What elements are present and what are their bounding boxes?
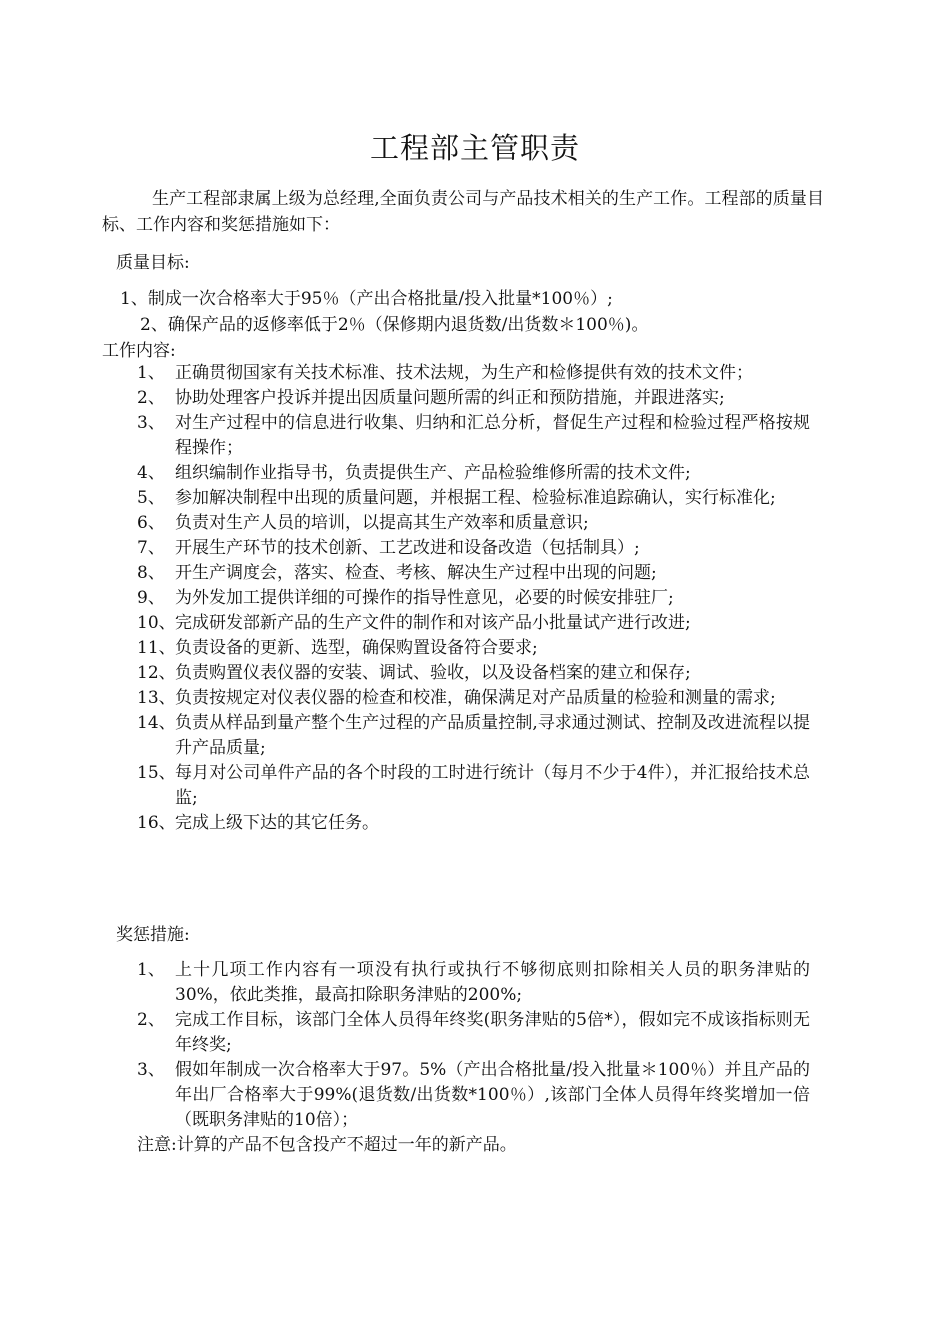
document-title: 工程部主管职责 — [369, 131, 580, 165]
quality-goal-2: 2、确保产品的返修率低于2％（保修期内退货数/出货数＊100％)。 — [140, 315, 649, 335]
work-item — [0, 486, 950, 511]
work-item-text: 为外发加工提供详细的可操作的指导性意见，必要的时候安排驻厂; — [175, 588, 674, 608]
reward-item-number: 1、 — [137, 960, 165, 980]
note-text: 注意:计算的产品不包含投产不超过一年的新产品。 — [137, 1135, 517, 1155]
work-item-number: 6、 — [137, 513, 165, 533]
work-item — [0, 411, 950, 461]
work-item-number: 4、 — [137, 463, 165, 483]
reward-heading: 奖惩措施: — [116, 925, 190, 945]
work-item — [0, 811, 950, 836]
reward-item — [0, 1008, 950, 1058]
work-item-number: 11、 — [137, 638, 176, 658]
intro-paragraph: 生产工程部隶属上级为总经理,全面负责公司与产品技术相关的生产工作。工程部的质量目标、工作内容和奖惩措施如下： — [102, 189, 824, 235]
work-item-number: 2、 — [137, 388, 165, 408]
work-items-list — [0, 361, 950, 836]
work-item — [0, 711, 950, 761]
work-item-number: 5、 — [137, 488, 165, 508]
work-item — [0, 636, 950, 661]
work-item — [0, 761, 950, 811]
work-item-text: 负责购置仪表仪器的安装、调试、验收，以及设备档案的建立和保存; — [175, 663, 691, 683]
work-item-text: 负责按规定对仪表仪器的检查和校准，确保满足对产品质量的检验和测量的需求; — [175, 688, 776, 708]
work-item-text: 负责对生产人员的培训，以提高其生产效率和质量意识; — [175, 513, 589, 533]
work-item-number: 10、 — [137, 613, 176, 633]
work-item-number: 13、 — [137, 688, 176, 708]
work-item-text: 对生产过程中的信息进行收集、归纳和汇总分析，督促生产过程和检验过程严格按规程操作； — [175, 413, 810, 458]
reward-item-text: 假如年制成一次合格率大于97。5%（产出合格批量/投入批量＊100％）并且产品的年出厂合格率大于99%(退货数/出货数*100％）,该部门全体人员得年终奖增加一倍（既职务津贴的10倍）； — [175, 1060, 810, 1130]
work-item-number: 14、 — [137, 713, 176, 733]
work-item-text: 完成上级下达的其它任务。 — [175, 813, 379, 833]
work-item-number: 8、 — [137, 563, 165, 583]
reward-item — [0, 958, 950, 1008]
work-item-text: 每月对公司单件产品的各个时段的工时进行统计（每月不少于4件），并汇报给技术总监; — [175, 763, 810, 808]
work-item-number: 9、 — [137, 588, 165, 608]
work-item-text: 负责设备的更新、选型，确保购置设备符合要求; — [175, 638, 538, 658]
work-item-number: 12、 — [137, 663, 176, 683]
reward-item-number: 3、 — [137, 1060, 165, 1080]
quality-goal-1: 1、制成一次合格率大于95％（产出合格批量/投入批量*100％）; — [120, 289, 613, 309]
reward-item-number: 2、 — [137, 1010, 165, 1030]
work-item-text: 负责从样品到量产整个生产过程的产品质量控制,寻求通过测试、控制及改进流程以提升产品质量; — [175, 713, 810, 758]
work-item-text: 正确贯彻国家有关技术标准、技术法规，为生产和检修提供有效的技术文件； — [175, 363, 753, 383]
reward-item-text: 完成工作目标，该部门全体人员得年终奖(职务津贴的5倍*），假如完不成该指标则无年终奖; — [175, 1010, 810, 1055]
work-item-text: 开展生产环节的技术创新、工艺改进和设备改造（包括制具）; — [175, 538, 640, 558]
work-item — [0, 536, 950, 561]
work-item-number: 1、 — [137, 363, 165, 383]
work-item-text: 参加解决制程中出现的质量问题，并根据工程、检验标准追踪确认，实行标准化; — [175, 488, 776, 508]
work-item — [0, 386, 950, 411]
work-item-text: 组织编制作业指导书，负责提供生产、产品检验维修所需的技术文件; — [175, 463, 691, 483]
work-item-number: 3、 — [137, 413, 165, 433]
work-heading: 工作内容: — [102, 341, 176, 361]
work-item-number: 7、 — [137, 538, 165, 558]
work-item-number: 15、 — [137, 763, 176, 783]
work-item-text: 开生产调度会，落实、检查、考核、解决生产过程中出现的问题; — [175, 563, 657, 583]
work-item — [0, 511, 950, 536]
quality-heading: 质量目标: — [116, 253, 190, 273]
work-item — [0, 661, 950, 686]
reward-item — [0, 1058, 950, 1133]
work-item — [0, 686, 950, 711]
work-item-number: 16、 — [137, 813, 176, 833]
work-item — [0, 561, 950, 586]
work-item — [0, 361, 950, 386]
work-item — [0, 461, 950, 486]
work-item — [0, 586, 950, 611]
reward-item-text: 上十几项工作内容有一项没有执行或执行不够彻底则扣除相关人员的职务津贴的30%，依此类推，最高扣除职务津贴的200%; — [175, 960, 810, 1005]
work-item — [0, 611, 950, 636]
work-item-text: 完成研发部新产品的生产文件的制作和对该产品小批量试产进行改进; — [175, 613, 691, 633]
reward-items-list — [0, 958, 950, 1133]
work-item-text: 协助处理客户投诉并提出因质量问题所需的纠正和预防措施，并跟进落实; — [175, 388, 725, 408]
